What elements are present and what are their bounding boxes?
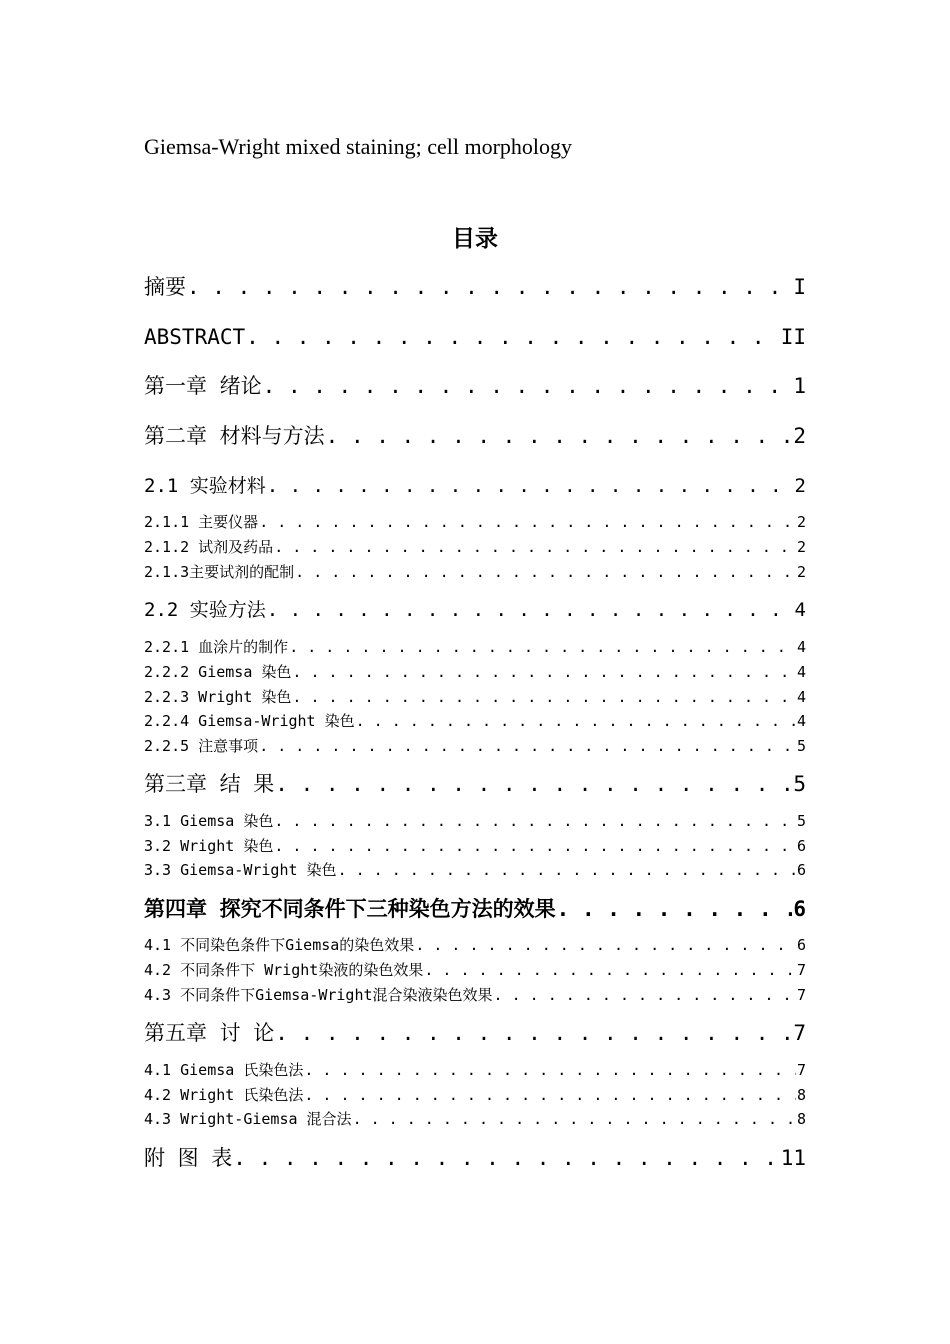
- toc-entry-page: 8: [796, 1086, 806, 1104]
- toc-entry-label: 2.1 实验材料: [144, 475, 266, 497]
- toc-leader-dots: [263, 371, 793, 401]
- toc-entry-label: 第五章 讨 论: [144, 1021, 275, 1045]
- toc-entry-page: 2: [796, 538, 806, 556]
- toc-entry-label: 2.2.5 注意事项: [144, 737, 259, 755]
- toc-entry-section-3-2[interactable]: [144, 835, 806, 857]
- toc-entry-page: 11: [780, 1146, 806, 1170]
- toc-entry-section-2-2-4[interactable]: [144, 710, 806, 732]
- toc-entry-page: 6: [796, 861, 806, 879]
- toc-entry-page: 2: [793, 424, 806, 448]
- toc-entry-section-3-3[interactable]: [144, 859, 806, 881]
- toc-entry-page: 1: [793, 374, 806, 398]
- toc-entry-label: 4.1 Giemsa 氏染色法: [144, 1061, 304, 1079]
- toc-leader-dots: [353, 1108, 796, 1130]
- toc-leader-dots: [274, 810, 796, 832]
- toc-entry-label: ABSTRACT: [144, 325, 246, 349]
- toc-leader-dots: [233, 1143, 779, 1173]
- toc-entry-label: 2.1.2 试剂及药品: [144, 538, 274, 556]
- toc-entry-label: 2.1.3主要试剂的配制: [144, 563, 295, 581]
- toc-entry-label: 2.2.2 Giemsa 染色: [144, 663, 292, 681]
- toc-entry-section-4-2[interactable]: [144, 959, 806, 981]
- toc-entry-section-5-3[interactable]: [144, 1108, 806, 1130]
- toc-entry-appendix[interactable]: [144, 1143, 806, 1173]
- toc-entry-section-2-1-2[interactable]: [144, 536, 806, 558]
- toc-leader-dots: [304, 1084, 796, 1106]
- toc-entry-chapter-5[interactable]: [144, 1018, 806, 1048]
- toc-entry-section-4-3[interactable]: [144, 984, 806, 1006]
- toc-entry-page: 4: [794, 599, 806, 621]
- toc-entry-label: 第三章 结 果: [144, 772, 275, 796]
- toc-leader-dots: [326, 421, 793, 451]
- toc-entry-label: 摘要: [144, 275, 186, 299]
- toc-entry-chapter-1[interactable]: [144, 371, 806, 401]
- toc-entry-label: 第一章 绪论: [144, 374, 262, 398]
- toc-leader-dots: [274, 536, 796, 558]
- toc-entry-page: 7: [793, 1021, 806, 1045]
- toc-entry-chapter-2[interactable]: [144, 421, 806, 451]
- toc-entry-page: 4: [796, 712, 806, 730]
- toc-leader-dots: [246, 322, 780, 352]
- toc-leader-dots: [292, 686, 796, 708]
- toc-entry-page: 7: [796, 1061, 806, 1079]
- toc-entry-page: 5: [796, 812, 806, 830]
- toc-entry-page: 2: [796, 563, 806, 581]
- toc-entry-label: 3.3 Giemsa-Wright 染色: [144, 861, 337, 879]
- toc-entry-page: 4: [796, 688, 806, 706]
- toc-entry-section-2-2[interactable]: [144, 596, 806, 624]
- toc-leader-dots: [289, 636, 796, 658]
- toc-entry-label: 2.2 实验方法: [144, 599, 266, 621]
- toc-entry-page: 4: [796, 638, 806, 656]
- toc-leader-dots: [259, 735, 796, 757]
- toc-entry-label: 2.2.4 Giemsa-Wright 染色: [144, 712, 355, 730]
- toc-entry-label: 4.2 不同条件下 Wright染液的染色效果: [144, 961, 424, 979]
- toc-entry-chapter-3[interactable]: [144, 769, 806, 799]
- toc-entry-section-3-1[interactable]: [144, 810, 806, 832]
- toc-entry-page: 6: [796, 936, 806, 954]
- toc-entry-label: 附 图 表: [144, 1146, 233, 1170]
- toc-entry-page: 6: [796, 837, 806, 855]
- toc-leader-dots: [494, 984, 796, 1006]
- toc-leader-dots: [187, 272, 792, 302]
- table-of-contents: [144, 0, 806, 1344]
- toc-entry-section-2-2-3[interactable]: [144, 686, 806, 708]
- toc-entry-page: 6: [793, 897, 806, 921]
- toc-leader-dots: [338, 859, 796, 881]
- toc-entry-chapter-4[interactable]: [144, 894, 806, 924]
- toc-entry-section-2-2-5[interactable]: [144, 735, 806, 757]
- toc-leader-dots: [275, 769, 792, 799]
- toc-leader-dots: [557, 894, 793, 924]
- toc-leader-dots: [274, 835, 796, 857]
- toc-leader-dots: [267, 596, 794, 624]
- toc-entry-section-2-1-1[interactable]: [144, 511, 806, 533]
- toc-entry-label: 4.2 Wright 氏染色法: [144, 1086, 304, 1104]
- toc-entry-label: 4.3 Wright-Giemsa 混合法: [144, 1110, 352, 1128]
- toc-entry-page: 7: [796, 961, 806, 979]
- toc-entry-page: 2: [796, 513, 806, 531]
- toc-entry-label: 3.2 Wright 染色: [144, 837, 274, 855]
- toc-entry-section-2-2-2[interactable]: [144, 661, 806, 683]
- toc-entry-page: I: [793, 275, 806, 299]
- toc-entry-section-4-1[interactable]: [144, 934, 806, 956]
- toc-entry-page: 5: [796, 737, 806, 755]
- toc-entry-label: 3.1 Giemsa 染色: [144, 812, 274, 830]
- toc-entry-label: 2.2.3 Wright 染色: [144, 688, 292, 706]
- toc-entry-page: 4: [796, 663, 806, 681]
- keywords-line: Giemsa-Wright mixed staining; cell morphology: [144, 134, 573, 159]
- toc-entry-page: 5: [793, 772, 806, 796]
- toc-entry-section-2-1[interactable]: [144, 472, 806, 500]
- toc-entry-section-2-1-3[interactable]: [144, 561, 806, 583]
- toc-entry-section-5-2[interactable]: [144, 1084, 806, 1106]
- toc-leader-dots: [275, 1018, 792, 1048]
- toc-entry-page: 2: [794, 475, 806, 497]
- toc-leader-dots: [292, 661, 796, 683]
- toc-entry-page: II: [780, 325, 806, 349]
- toc-entry-label: 4.1 不同染色条件下Giemsa的染色效果: [144, 936, 415, 954]
- toc-leader-dots: [304, 1059, 796, 1081]
- toc-leader-dots: [267, 472, 794, 500]
- toc-title: 目录: [452, 226, 498, 252]
- toc-entry-label: 第四章 探究不同条件下三种染色方法的效果: [144, 897, 556, 921]
- toc-entry-label: 第二章 材料与方法: [144, 424, 325, 448]
- toc-entry-abstract-cn[interactable]: [144, 272, 806, 302]
- toc-entry-section-2-2-1[interactable]: [144, 636, 806, 658]
- toc-entry-page: 7: [796, 986, 806, 1004]
- toc-leader-dots: [415, 934, 796, 956]
- toc-leader-dots: [424, 959, 796, 981]
- toc-entry-label: 2.2.1 血涂片的制作: [144, 638, 289, 656]
- toc-entry-label: 4.3 不同条件下Giemsa-Wright混合染液染色效果: [144, 986, 493, 1004]
- toc-leader-dots: [295, 561, 796, 583]
- toc-entry-label: 2.1.1 主要仪器: [144, 513, 259, 531]
- toc-entry-page: 8: [796, 1110, 806, 1128]
- toc-entry-abstract-en[interactable]: [144, 322, 806, 352]
- toc-entry-section-5-1[interactable]: [144, 1059, 806, 1081]
- toc-leader-dots: [259, 511, 796, 533]
- toc-leader-dots: [356, 710, 796, 732]
